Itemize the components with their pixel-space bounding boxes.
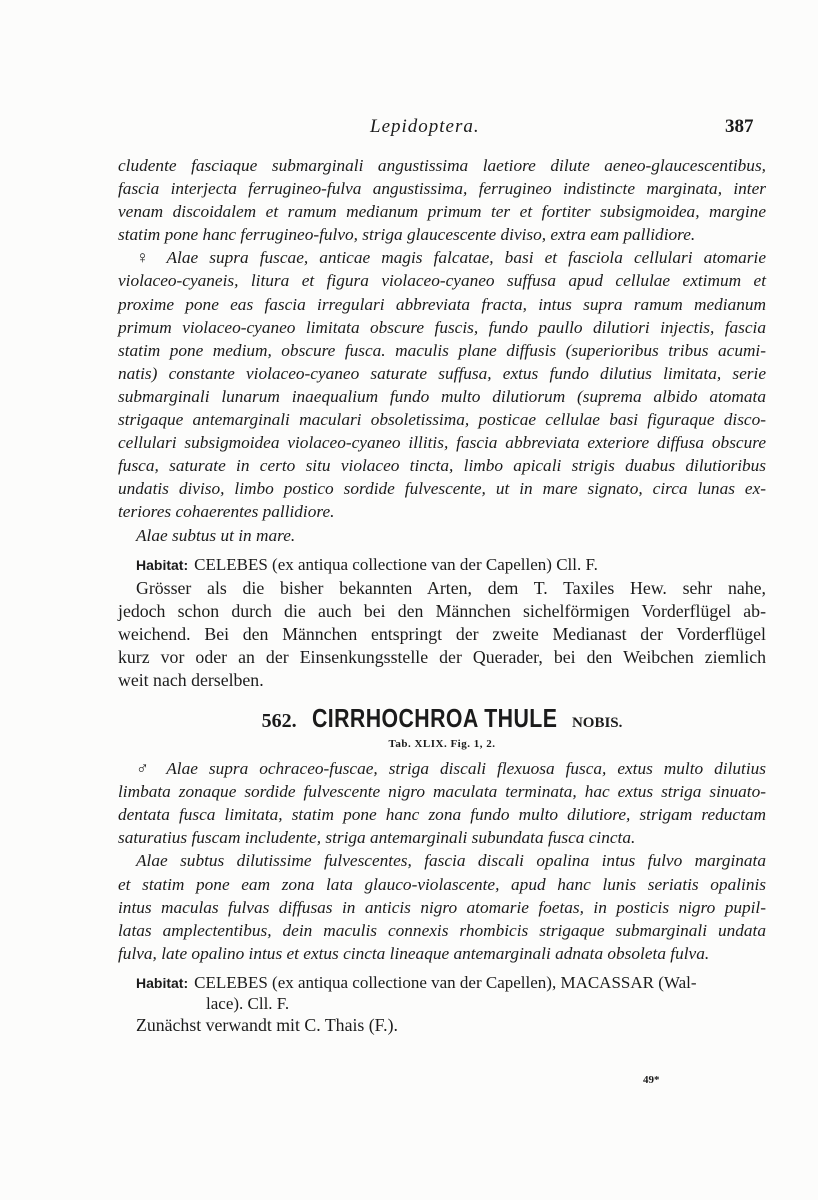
text-line: Alae subtus ut in mare. bbox=[136, 525, 296, 545]
paragraph bbox=[118, 577, 766, 692]
habitat-label: Habitat: bbox=[136, 556, 189, 573]
text-line: ♀ Alae supra fuscae, anticae magis falcatae, basi et fasciola cellulari atomarie bbox=[136, 248, 766, 268]
habitat-text: CELEBES (ex antiqua collectione van der Capellen) Cll. F. bbox=[194, 554, 598, 574]
text-line: statim pone medium, obscure fusca. maculis plane diffusis (superioribus tribus acumi- bbox=[118, 340, 766, 360]
page-body bbox=[118, 154, 766, 1037]
habitat-text: CELEBES (ex antiqua collectione van der Capellen), MACASSAR (Wal- bbox=[194, 972, 697, 992]
species-name: CIRRHOCHROA THULE bbox=[311, 703, 557, 734]
text-line: Grösser als die bisher bekannten Arten, dem T. Taxiles Hew. sehr nahe, bbox=[136, 577, 766, 598]
text-line: cludente fasciaque submarginali angustissima laetiore dilute aeneo-glaucescentibus, bbox=[118, 156, 766, 175]
text-line: jedoch schon durch die auch bei den Männchen sichelförmigen Vorderflügel ab- bbox=[118, 600, 766, 621]
text-line: latas amplectentibus, dein maculis connexis rhombicis strigaque submarginali undata bbox=[118, 920, 766, 940]
text-line: primum violaceo-cyaneo limitata obscure fuscis, fundo paullo dilutiori injectis, fascia bbox=[118, 317, 766, 337]
text-line: ♂ Alae supra ochraceo-fuscae, striga discali flexuosa fusca, extus multo dilutius bbox=[136, 759, 766, 779]
latin-description-female bbox=[118, 154, 766, 547]
text-line: strigaque antemarginali maculari obsoletissima, posticae cellulae basi figuraque disco- bbox=[118, 410, 766, 430]
text-line: fusca, saturate in certo situ violaceo tincta, limbo apicali strigis duabus dilutioribus bbox=[118, 456, 766, 476]
paragraph bbox=[118, 757, 766, 849]
habitat-line bbox=[118, 971, 766, 994]
text-line: limbata zonaque sordide fulvescente nigro maculata terminata, hac extus striga sinuato- bbox=[118, 782, 766, 802]
text-line: undatis diviso, limbo postico sordide fulvescente, ut in mare signato, circa lunas ex- bbox=[118, 479, 766, 499]
signature-mark: 49* bbox=[643, 1074, 660, 1086]
species-heading bbox=[118, 702, 766, 734]
running-head bbox=[0, 116, 818, 142]
text-line: intus maculas fulvas diffusas in anticis nigro atomarie foetas, in posticis nigro pupil- bbox=[118, 897, 766, 917]
habitat-label: Habitat: bbox=[136, 974, 189, 991]
paragraph bbox=[118, 849, 766, 964]
habitat-1 bbox=[118, 553, 766, 576]
text-line: saturatius fuscam includente, striga antemarginali subundata fusca cincta. bbox=[118, 828, 636, 848]
text-line: fulva, late opalino intus et extus cincta lineaque antemarginali adnata obsoleta fulva. bbox=[118, 943, 710, 963]
text-line: cellulari subsigmoidea violaceo-cyaneo illitis, fascia abbreviata exteriore diffusa obscure bbox=[118, 433, 766, 453]
page-number: 387 bbox=[725, 116, 754, 137]
text-line: venam discoidalem et ramum medianum primum ter et fortiter subsigmoidea, margine bbox=[118, 202, 766, 222]
text-line: violaceo-cyaneis, litura et figura violaceo-cyaneo suffusa apud cellulae extimum et bbox=[118, 271, 766, 291]
text-line: weichend. Bei den Männchen entspringt der zweite Medianast der Vorderflügel bbox=[118, 623, 766, 644]
text-line: submarginali lunarum inaequalium fundo multo dilutiorum (suprema albido atomata bbox=[118, 386, 766, 406]
german-remarks bbox=[118, 577, 766, 692]
text-line: natis) constante violaceo-cyaneo saturate suffusa, extus fundo dilutius limitata, serie bbox=[118, 363, 766, 383]
closing-remark: Zunächst verwandt mit C. Thais (F.). bbox=[136, 1014, 398, 1035]
paragraph bbox=[118, 246, 766, 523]
text-line: weit nach derselben. bbox=[118, 669, 264, 690]
habitat-2 bbox=[118, 971, 766, 1014]
species-number: 562. bbox=[261, 710, 297, 733]
running-title: Lepidoptera. bbox=[370, 116, 480, 137]
text-line: dentata fusca limitata, statim pone hanc zona fundo multo dilutiore, strigam reductam bbox=[118, 805, 766, 825]
paragraph bbox=[118, 524, 766, 547]
text-line: proxime pone eas fascia irregulari abbreviata fracta, intus supra ramum medianum bbox=[118, 294, 766, 314]
habitat-line-continued: lace). Cll. F. bbox=[206, 993, 290, 1013]
species-author: NOBIS. bbox=[571, 715, 623, 732]
text-line: statim pone hanc ferrugineo-fulvo, striga glaucescente diviso, extra eam pallidiore. bbox=[118, 225, 696, 245]
text-line: teriores cohaerentes pallidiore. bbox=[118, 502, 335, 522]
text-line: kurz vor oder an der Einsenkungsstelle der Querader, bei den Weibchen ziemlich bbox=[118, 646, 766, 667]
habitat-line bbox=[118, 553, 766, 576]
paragraph bbox=[118, 154, 766, 246]
text-line: et statim pone eam zona lata glauco-violascente, apud hanc lunis seriatis opalinis bbox=[118, 874, 766, 894]
latin-description-male bbox=[118, 757, 766, 965]
text-line: Alae subtus dilutissime fulvescentes, fascia discali opalina intus fulvo marginata bbox=[136, 851, 766, 871]
plate-reference: Tab. XLIX. Fig. 1, 2. bbox=[388, 738, 496, 751]
text-line: fascia interjecta ferrugineo-fulva angustissima, ferrugineo indistincte marginata, inter bbox=[118, 179, 766, 199]
